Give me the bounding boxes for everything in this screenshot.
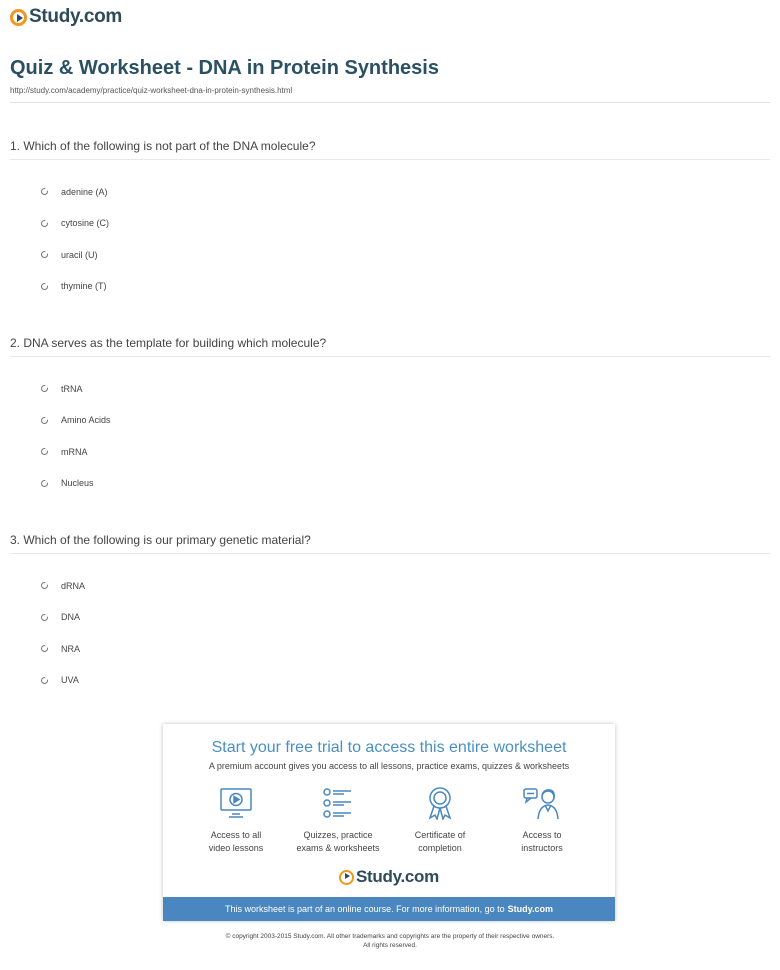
option-label: cytosine (C) (61, 218, 110, 229)
radio-button[interactable] (41, 251, 48, 258)
answer-option[interactable] (10, 271, 770, 303)
option-label: dRNA (61, 580, 86, 591)
answer-option[interactable] (10, 633, 770, 665)
promo-headline[interactable]: Start your free trial to access this entire worksheet (211, 739, 567, 756)
question-text: 3. Which of the following is our primary genetic material? (10, 533, 770, 554)
radio-button[interactable] (41, 188, 48, 195)
answer-option[interactable] (10, 239, 770, 271)
studycom-logo[interactable] (10, 6, 122, 28)
feature-list (163, 785, 615, 855)
option-label: Nucleus (61, 478, 94, 489)
studycom-link[interactable]: Study.com (507, 904, 553, 914)
feature-label: Quizzes, practice exams & worksheets (296, 830, 380, 853)
option-label: thymine (T) (61, 281, 107, 292)
play-logo-icon (10, 9, 27, 26)
promo-subline: A premium account gives you access to all lessons, practice exams, quizzes & worksheets (208, 761, 570, 771)
radio-button[interactable] (41, 283, 48, 290)
play-logo-icon (339, 870, 354, 885)
radio-button[interactable] (41, 677, 48, 684)
question-text: 2. DNA serves as the template for building which molecule? (10, 336, 770, 357)
logo-text: Study.com (29, 6, 123, 27)
certificate-icon (390, 785, 490, 821)
option-label: DNA (61, 612, 81, 623)
option-label: adenine (A) (61, 186, 108, 197)
feature-instructors (492, 785, 592, 855)
option-label: tRNA (61, 383, 83, 394)
question-1 (10, 139, 770, 302)
page-url[interactable]: http://study.com/academy/practice/quiz-worksheet-dna-in-protein-synthesis.html (10, 86, 293, 95)
answer-option[interactable] (10, 602, 770, 634)
option-label: NRA (61, 643, 81, 654)
option-label: mRNA (61, 446, 88, 457)
promo-logo[interactable] (163, 867, 615, 887)
radio-button[interactable] (41, 614, 48, 621)
feature-quizzes (288, 785, 388, 855)
promo-info-bar (163, 897, 615, 921)
feature-label: Access to all video lessons (208, 830, 264, 853)
copyright-footer (0, 932, 780, 950)
instructor-chat-icon (492, 785, 592, 821)
copyright-line: © copyright 2003-2015 Study.com. All other trademarks and copyrights are the property of their respective owners. (225, 933, 555, 940)
rights-line: All rights reserved. (363, 942, 417, 949)
feature-label: Certificate of completion (414, 830, 466, 853)
answer-option[interactable] (10, 436, 770, 468)
radio-button[interactable] (41, 645, 48, 652)
answer-option[interactable] (10, 665, 770, 697)
logo-text: Study.com (356, 867, 439, 886)
promo-bar-text: This worksheet is part of an online course. For more information, go to (225, 904, 505, 914)
free-trial-promo (163, 724, 615, 921)
answer-option[interactable] (10, 208, 770, 240)
answer-option[interactable] (10, 570, 770, 602)
answer-option[interactable] (10, 373, 770, 405)
radio-button[interactable] (41, 385, 48, 392)
video-lesson-icon (186, 785, 286, 821)
option-label: uracil (U) (61, 249, 98, 260)
page-title: Quiz & Worksheet - DNA in Protein Synthesis (10, 57, 439, 79)
option-label: Amino Acids (61, 415, 111, 426)
feature-certificate (390, 785, 490, 855)
radio-button[interactable] (41, 448, 48, 455)
radio-button[interactable] (41, 417, 48, 424)
question-3 (10, 533, 770, 696)
question-2 (10, 336, 770, 499)
radio-button[interactable] (41, 220, 48, 227)
feature-video-lessons (186, 785, 286, 855)
answer-option[interactable] (10, 176, 770, 208)
radio-button[interactable] (41, 480, 48, 487)
answer-options (10, 176, 770, 302)
answer-option[interactable] (10, 468, 770, 500)
feature-label: Access to instructors (521, 830, 563, 853)
option-label: UVA (61, 675, 79, 686)
answer-option[interactable] (10, 405, 770, 437)
answer-options (10, 570, 770, 696)
question-text: 1. Which of the following is not part of the DNA molecule? (10, 139, 770, 160)
divider (10, 102, 770, 103)
radio-button[interactable] (41, 582, 48, 589)
quiz-list-icon (288, 785, 388, 821)
answer-options (10, 373, 770, 499)
